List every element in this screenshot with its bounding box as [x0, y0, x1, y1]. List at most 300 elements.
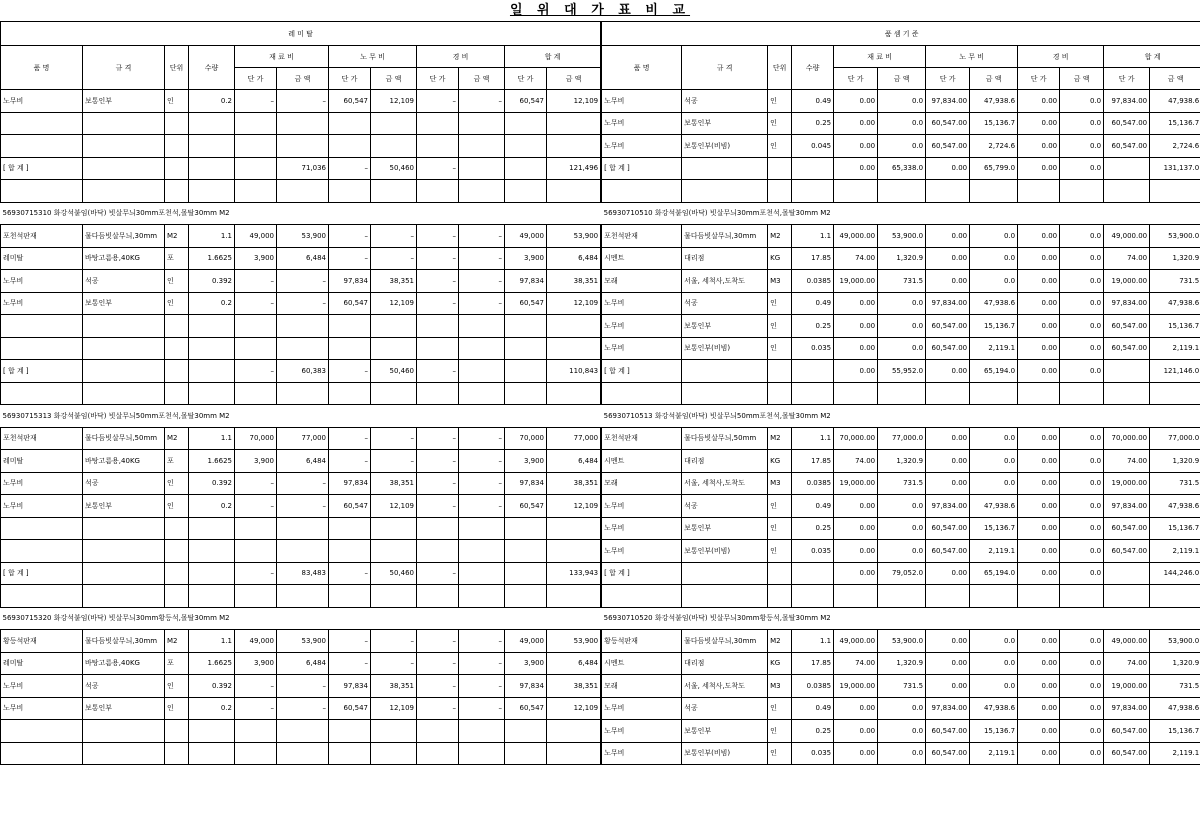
table-cell: 70,000.00 — [1104, 427, 1150, 450]
table-cell: 97,834 — [505, 270, 547, 293]
table-cell: M3 — [768, 270, 792, 293]
table-cell: 38,351 — [371, 472, 417, 495]
table-cell: 17.85 — [792, 247, 834, 270]
table-cell — [329, 337, 371, 360]
table-cell: 15,136.7 — [970, 720, 1018, 743]
table-cell: 노무비 — [602, 315, 682, 338]
table-cell: 시멘트 — [602, 450, 682, 473]
table-cell: 0.00 — [1018, 247, 1060, 270]
table-cell — [1104, 382, 1150, 405]
table-cell: 97,834 — [329, 675, 371, 698]
table-row — [1, 450, 601, 473]
table-cell — [459, 382, 505, 405]
table-cell: 0.00 — [1018, 562, 1060, 585]
table-cell: 6,484 — [547, 450, 601, 473]
table-cell: 1,320.9 — [1150, 652, 1200, 675]
blank-row — [1, 585, 601, 608]
table-cell — [1104, 562, 1150, 585]
table-cell: 2,724.6 — [970, 135, 1018, 158]
table-cell: 97,834.00 — [926, 495, 970, 518]
table-cell — [602, 382, 682, 405]
table-cell: 모래 — [602, 270, 682, 293]
table-cell — [1060, 180, 1104, 203]
table-cell — [189, 135, 235, 158]
table-cell — [83, 157, 165, 180]
table-cell: – — [235, 292, 277, 315]
table-cell: 물다듬빗살무늬,30mm — [83, 225, 165, 248]
table-cell — [329, 720, 371, 743]
section-row — [1, 202, 601, 225]
table-cell: 모래 — [602, 675, 682, 698]
table-cell: 0.00 — [1018, 517, 1060, 540]
table-cell — [768, 157, 792, 180]
table-row — [602, 630, 1200, 653]
blank-row — [1, 540, 601, 563]
table-cell: 3,900 — [505, 450, 547, 473]
table-cell: 74.00 — [1104, 652, 1150, 675]
table-cell — [165, 180, 189, 203]
table-cell: 1,320.9 — [1150, 247, 1200, 270]
table-cell: 0.0 — [878, 292, 926, 315]
table-cell: 47,938.6 — [970, 495, 1018, 518]
table-cell: 77,000 — [547, 427, 601, 450]
table-cell: 731.5 — [1150, 675, 1200, 698]
table-cell: – — [277, 675, 329, 698]
table-cell: 0.00 — [1018, 652, 1060, 675]
table-cell: 60,547 — [329, 697, 371, 720]
header-spec: 규 격 — [83, 46, 165, 90]
table-cell: – — [329, 450, 371, 473]
table-cell: 0.00 — [926, 630, 970, 653]
table-cell: 50,460 — [371, 360, 417, 383]
table-cell — [189, 112, 235, 135]
table-cell: 60,547.00 — [926, 315, 970, 338]
table-cell: 대리점 — [682, 450, 768, 473]
table-cell — [505, 742, 547, 765]
sub-header: 금 액 — [1060, 68, 1104, 90]
table-cell: 0.0 — [970, 427, 1018, 450]
table-cell: 0.00 — [834, 157, 878, 180]
table-cell: 0.00 — [1018, 292, 1060, 315]
table-cell: [ 합 계 ] — [1, 157, 83, 180]
table-cell — [547, 517, 601, 540]
sub-header: 단 가 — [1018, 68, 1060, 90]
table-cell: 보통인부(비빔) — [682, 135, 768, 158]
table-cell: 0.0 — [1060, 495, 1104, 518]
table-cell: 0.0 — [1060, 360, 1104, 383]
sub-header: 금 액 — [547, 68, 601, 90]
table-cell: 60,547.00 — [1104, 337, 1150, 360]
table-cell: 인 — [768, 90, 792, 113]
table-cell: 0.00 — [1018, 135, 1060, 158]
table-cell: 97,834 — [505, 675, 547, 698]
table-cell: 0.392 — [189, 472, 235, 495]
table-cell: 0.0 — [1060, 292, 1104, 315]
table-cell: 노무비 — [602, 90, 682, 113]
table-cell: 0.0 — [1060, 450, 1104, 473]
table-cell: 0.00 — [1018, 270, 1060, 293]
table-cell: M3 — [768, 472, 792, 495]
table-cell: – — [417, 292, 459, 315]
table-cell — [878, 585, 926, 608]
table-cell: 인 — [165, 90, 189, 113]
table-cell: 0.00 — [1018, 697, 1060, 720]
table-cell: 60,383 — [277, 360, 329, 383]
table-cell — [547, 540, 601, 563]
table-cell — [792, 180, 834, 203]
table-cell: 시멘트 — [602, 247, 682, 270]
table-cell: 노무비 — [1, 270, 83, 293]
header-item: 품 명 — [1, 46, 83, 90]
table-cell: 1.1 — [792, 225, 834, 248]
table-cell — [1150, 585, 1200, 608]
table-cell: 17.85 — [792, 450, 834, 473]
table-cell: 6,484 — [277, 247, 329, 270]
table-cell: 1.1 — [792, 630, 834, 653]
table-cell: 모래 — [602, 472, 682, 495]
table-cell: – — [459, 630, 505, 653]
table-row — [602, 135, 1200, 158]
table-cell: 97,834.00 — [926, 697, 970, 720]
table-cell: – — [417, 360, 459, 383]
section-label: 56930715320 화강석붙임(바닥) 빗살무늬30mm황등석,몰탈30mm M2 — [1, 607, 601, 630]
table-cell: 97,834.00 — [1104, 495, 1150, 518]
table-cell — [417, 135, 459, 158]
table-cell: 0.0 — [878, 112, 926, 135]
table-cell — [547, 585, 601, 608]
table-cell: 인 — [165, 495, 189, 518]
table-cell: 노무비 — [602, 742, 682, 765]
table-cell: 0.00 — [834, 697, 878, 720]
table-cell — [165, 382, 189, 405]
table-cell: 석공 — [682, 292, 768, 315]
table-cell: 60,547.00 — [926, 720, 970, 743]
table-cell — [1018, 180, 1060, 203]
table-cell: [ 합 계 ] — [1, 360, 83, 383]
table-cell — [235, 112, 277, 135]
table-cell: 0.0 — [970, 450, 1018, 473]
table-cell: 38,351 — [547, 472, 601, 495]
table-cell — [165, 360, 189, 383]
table-cell: M2 — [165, 630, 189, 653]
table-cell: 2,119.1 — [1150, 337, 1200, 360]
table-cell: 47,938.6 — [1150, 292, 1200, 315]
table-cell: – — [459, 292, 505, 315]
table-cell: 15,136.7 — [970, 517, 1018, 540]
table-cell — [547, 337, 601, 360]
table-cell: 110,843 — [547, 360, 601, 383]
table-cell — [329, 135, 371, 158]
table-cell — [165, 157, 189, 180]
table-cell — [505, 135, 547, 158]
header-qty: 수량 — [189, 46, 235, 90]
table-cell: 3,900 — [235, 652, 277, 675]
table-cell: 12,109 — [547, 495, 601, 518]
table-cell: 0.0 — [878, 720, 926, 743]
table-cell: 포 — [165, 652, 189, 675]
table-cell: 12,109 — [371, 292, 417, 315]
table-cell — [792, 562, 834, 585]
table-cell: 노무비 — [602, 112, 682, 135]
table-cell: 79,052.0 — [878, 562, 926, 585]
table-row — [602, 652, 1200, 675]
table-cell: – — [277, 697, 329, 720]
sub-header: 금 액 — [459, 68, 505, 90]
table-cell — [1018, 585, 1060, 608]
table-cell: 보통인부 — [83, 495, 165, 518]
table-cell — [459, 720, 505, 743]
table-cell: 인 — [768, 135, 792, 158]
table-cell: 0.0 — [1060, 742, 1104, 765]
table-cell: 노무비 — [602, 495, 682, 518]
table-row — [1, 90, 601, 113]
table-cell: 60,547.00 — [1104, 720, 1150, 743]
table-cell: 53,900 — [277, 630, 329, 653]
table-cell: – — [459, 427, 505, 450]
table-cell: 인 — [768, 112, 792, 135]
header-material: 재 료 비 — [834, 46, 926, 68]
table-cell: 노무비 — [1, 495, 83, 518]
table-cell: 47,938.6 — [970, 292, 1018, 315]
table-cell: 0.0 — [970, 270, 1018, 293]
table-cell: 38,351 — [371, 675, 417, 698]
table-cell — [926, 382, 970, 405]
table-cell: 0.00 — [926, 472, 970, 495]
table-cell: 6,484 — [277, 652, 329, 675]
table-cell — [1, 315, 83, 338]
table-cell: – — [329, 427, 371, 450]
table-cell — [417, 180, 459, 203]
table-cell: 보통인부 — [83, 697, 165, 720]
table-cell: M2 — [768, 630, 792, 653]
table-cell: 2,724.6 — [1150, 135, 1200, 158]
table-cell — [505, 720, 547, 743]
table-cell — [417, 585, 459, 608]
table-cell — [1, 742, 83, 765]
table-row — [1, 652, 601, 675]
table-cell: 0.25 — [792, 112, 834, 135]
table-cell: 38,351 — [371, 270, 417, 293]
table-cell: 0.25 — [792, 720, 834, 743]
table-cell: 0.00 — [1018, 675, 1060, 698]
table-cell: 노무비 — [1, 90, 83, 113]
table-cell: 0.49 — [792, 90, 834, 113]
table-cell — [878, 180, 926, 203]
table-cell — [277, 135, 329, 158]
table-cell — [189, 585, 235, 608]
sub-header: 단 가 — [834, 68, 878, 90]
section-row — [1, 607, 601, 630]
table-cell — [1, 720, 83, 743]
table-cell — [165, 720, 189, 743]
table-row — [602, 472, 1200, 495]
table-row — [1, 247, 601, 270]
table-cell — [83, 517, 165, 540]
table-cell: 19,000.00 — [1104, 675, 1150, 698]
blank-row — [602, 382, 1200, 405]
table-cell: 0.0 — [1060, 720, 1104, 743]
blank-row — [1, 112, 601, 135]
table-cell: [ 합 계 ] — [602, 562, 682, 585]
table-cell: 77,000.0 — [1150, 427, 1200, 450]
table-cell: – — [235, 697, 277, 720]
table-cell: 731.5 — [1150, 472, 1200, 495]
table-cell: 0.0 — [878, 697, 926, 720]
table-cell — [926, 585, 970, 608]
table-cell — [371, 742, 417, 765]
table-cell: 53,900.0 — [1150, 225, 1200, 248]
table-cell: 0.0 — [1060, 562, 1104, 585]
table-cell — [371, 382, 417, 405]
table-cell: 노무비 — [602, 337, 682, 360]
header-labor: 노 무 비 — [329, 46, 417, 68]
table-cell: – — [417, 427, 459, 450]
header-expense: 경 비 — [417, 46, 505, 68]
table-cell: 55,952.0 — [878, 360, 926, 383]
table-cell — [83, 315, 165, 338]
table-cell — [459, 742, 505, 765]
blank-row — [1, 742, 601, 765]
table-cell: 1,320.9 — [878, 247, 926, 270]
table-row — [602, 495, 1200, 518]
blank-row — [1, 180, 601, 203]
table-cell: – — [459, 225, 505, 248]
table-cell: KG — [768, 247, 792, 270]
table-cell: 0.00 — [1018, 157, 1060, 180]
table-cell — [329, 315, 371, 338]
table-cell — [329, 382, 371, 405]
table-cell: 2,119.1 — [970, 337, 1018, 360]
blank-row — [1, 135, 601, 158]
table-cell: 노무비 — [1, 697, 83, 720]
table-cell — [547, 382, 601, 405]
table-cell: – — [277, 495, 329, 518]
table-cell: 인 — [165, 270, 189, 293]
table-cell — [235, 742, 277, 765]
table-cell: 0.00 — [1018, 90, 1060, 113]
table-cell: 0.0 — [1060, 247, 1104, 270]
table-cell: 0.2 — [189, 90, 235, 113]
table-cell: – — [371, 630, 417, 653]
table-cell: 131,137.0 — [1150, 157, 1200, 180]
table-cell — [682, 585, 768, 608]
table-cell — [1, 112, 83, 135]
table-cell — [235, 315, 277, 338]
table-cell: 0.0 — [878, 135, 926, 158]
table-cell: 47,938.6 — [1150, 90, 1200, 113]
table-cell: 47,938.6 — [1150, 697, 1200, 720]
table-cell: 97,834 — [505, 472, 547, 495]
table-cell: 0.2 — [189, 697, 235, 720]
table-cell: 0.25 — [792, 315, 834, 338]
table-cell — [235, 180, 277, 203]
blank-row — [602, 180, 1200, 203]
table-cell: 19,000.00 — [834, 675, 878, 698]
table-cell: – — [371, 427, 417, 450]
table-row — [602, 247, 1200, 270]
table-cell — [602, 585, 682, 608]
table-cell: – — [277, 270, 329, 293]
blank-row — [1, 517, 601, 540]
table-row — [1, 225, 601, 248]
table-cell: – — [371, 652, 417, 675]
table-cell: KG — [768, 652, 792, 675]
table-cell: 0.00 — [926, 450, 970, 473]
table-cell: 0.0 — [1060, 472, 1104, 495]
table-cell: 0.00 — [926, 427, 970, 450]
table-cell: – — [417, 157, 459, 180]
table-cell: 3,900 — [505, 247, 547, 270]
table-cell: 70,000 — [235, 427, 277, 450]
table-cell: M2 — [768, 225, 792, 248]
table-cell: KG — [768, 450, 792, 473]
header-labor: 노 무 비 — [926, 46, 1018, 68]
table-cell: 49,000 — [235, 630, 277, 653]
table-cell: 0.49 — [792, 292, 834, 315]
table-cell: 49,000.00 — [1104, 225, 1150, 248]
table-cell — [83, 112, 165, 135]
table-cell — [165, 517, 189, 540]
table-cell: 17.85 — [792, 652, 834, 675]
table-cell — [371, 517, 417, 540]
table-cell: 19,000.00 — [834, 472, 878, 495]
table-cell: 인 — [165, 697, 189, 720]
sub-header: 금 액 — [371, 68, 417, 90]
table-cell: 49,000.00 — [834, 225, 878, 248]
table-cell: 19,000.00 — [834, 270, 878, 293]
table-cell: 97,834 — [329, 472, 371, 495]
table-cell — [277, 337, 329, 360]
table-cell: 석공 — [682, 697, 768, 720]
table-cell: 65,338.0 — [878, 157, 926, 180]
table-cell: 서울, 세척사,도착도 — [682, 472, 768, 495]
table-cell: – — [417, 630, 459, 653]
header-material: 재 료 비 — [235, 46, 329, 68]
table-cell: 1.1 — [189, 225, 235, 248]
table-cell: 0.0 — [878, 315, 926, 338]
table-cell: – — [329, 157, 371, 180]
table-cell: 0.0 — [1060, 315, 1104, 338]
table-cell — [1104, 180, 1150, 203]
table-cell: 60,547.00 — [1104, 742, 1150, 765]
table-cell: 0.0 — [970, 225, 1018, 248]
page-title-text: 일 위 대 가 표 비 교 — [509, 3, 691, 18]
table-cell: 물다듬빗살무늬,30mm — [682, 225, 768, 248]
table-cell — [371, 720, 417, 743]
table-cell: 2,119.1 — [970, 540, 1018, 563]
table-cell: 노무비 — [602, 135, 682, 158]
table-cell — [1104, 157, 1150, 180]
table-cell: 0.0 — [1060, 652, 1104, 675]
table-cell: 0.0 — [1060, 112, 1104, 135]
table-cell: 731.5 — [878, 472, 926, 495]
table-cell: 1.6625 — [189, 450, 235, 473]
sub-header: 단 가 — [417, 68, 459, 90]
table-cell — [371, 315, 417, 338]
table-cell: 0.00 — [926, 360, 970, 383]
table-row — [602, 675, 1200, 698]
table-cell: 60,547.00 — [926, 540, 970, 563]
table-cell: 60,547.00 — [1104, 517, 1150, 540]
table-cell — [235, 517, 277, 540]
table-cell — [602, 180, 682, 203]
table-cell — [277, 720, 329, 743]
table-cell: 0.035 — [792, 742, 834, 765]
table-cell: 바탕고름용,40KG — [83, 652, 165, 675]
table-cell — [165, 562, 189, 585]
table-row — [602, 337, 1200, 360]
table-cell: – — [459, 90, 505, 113]
